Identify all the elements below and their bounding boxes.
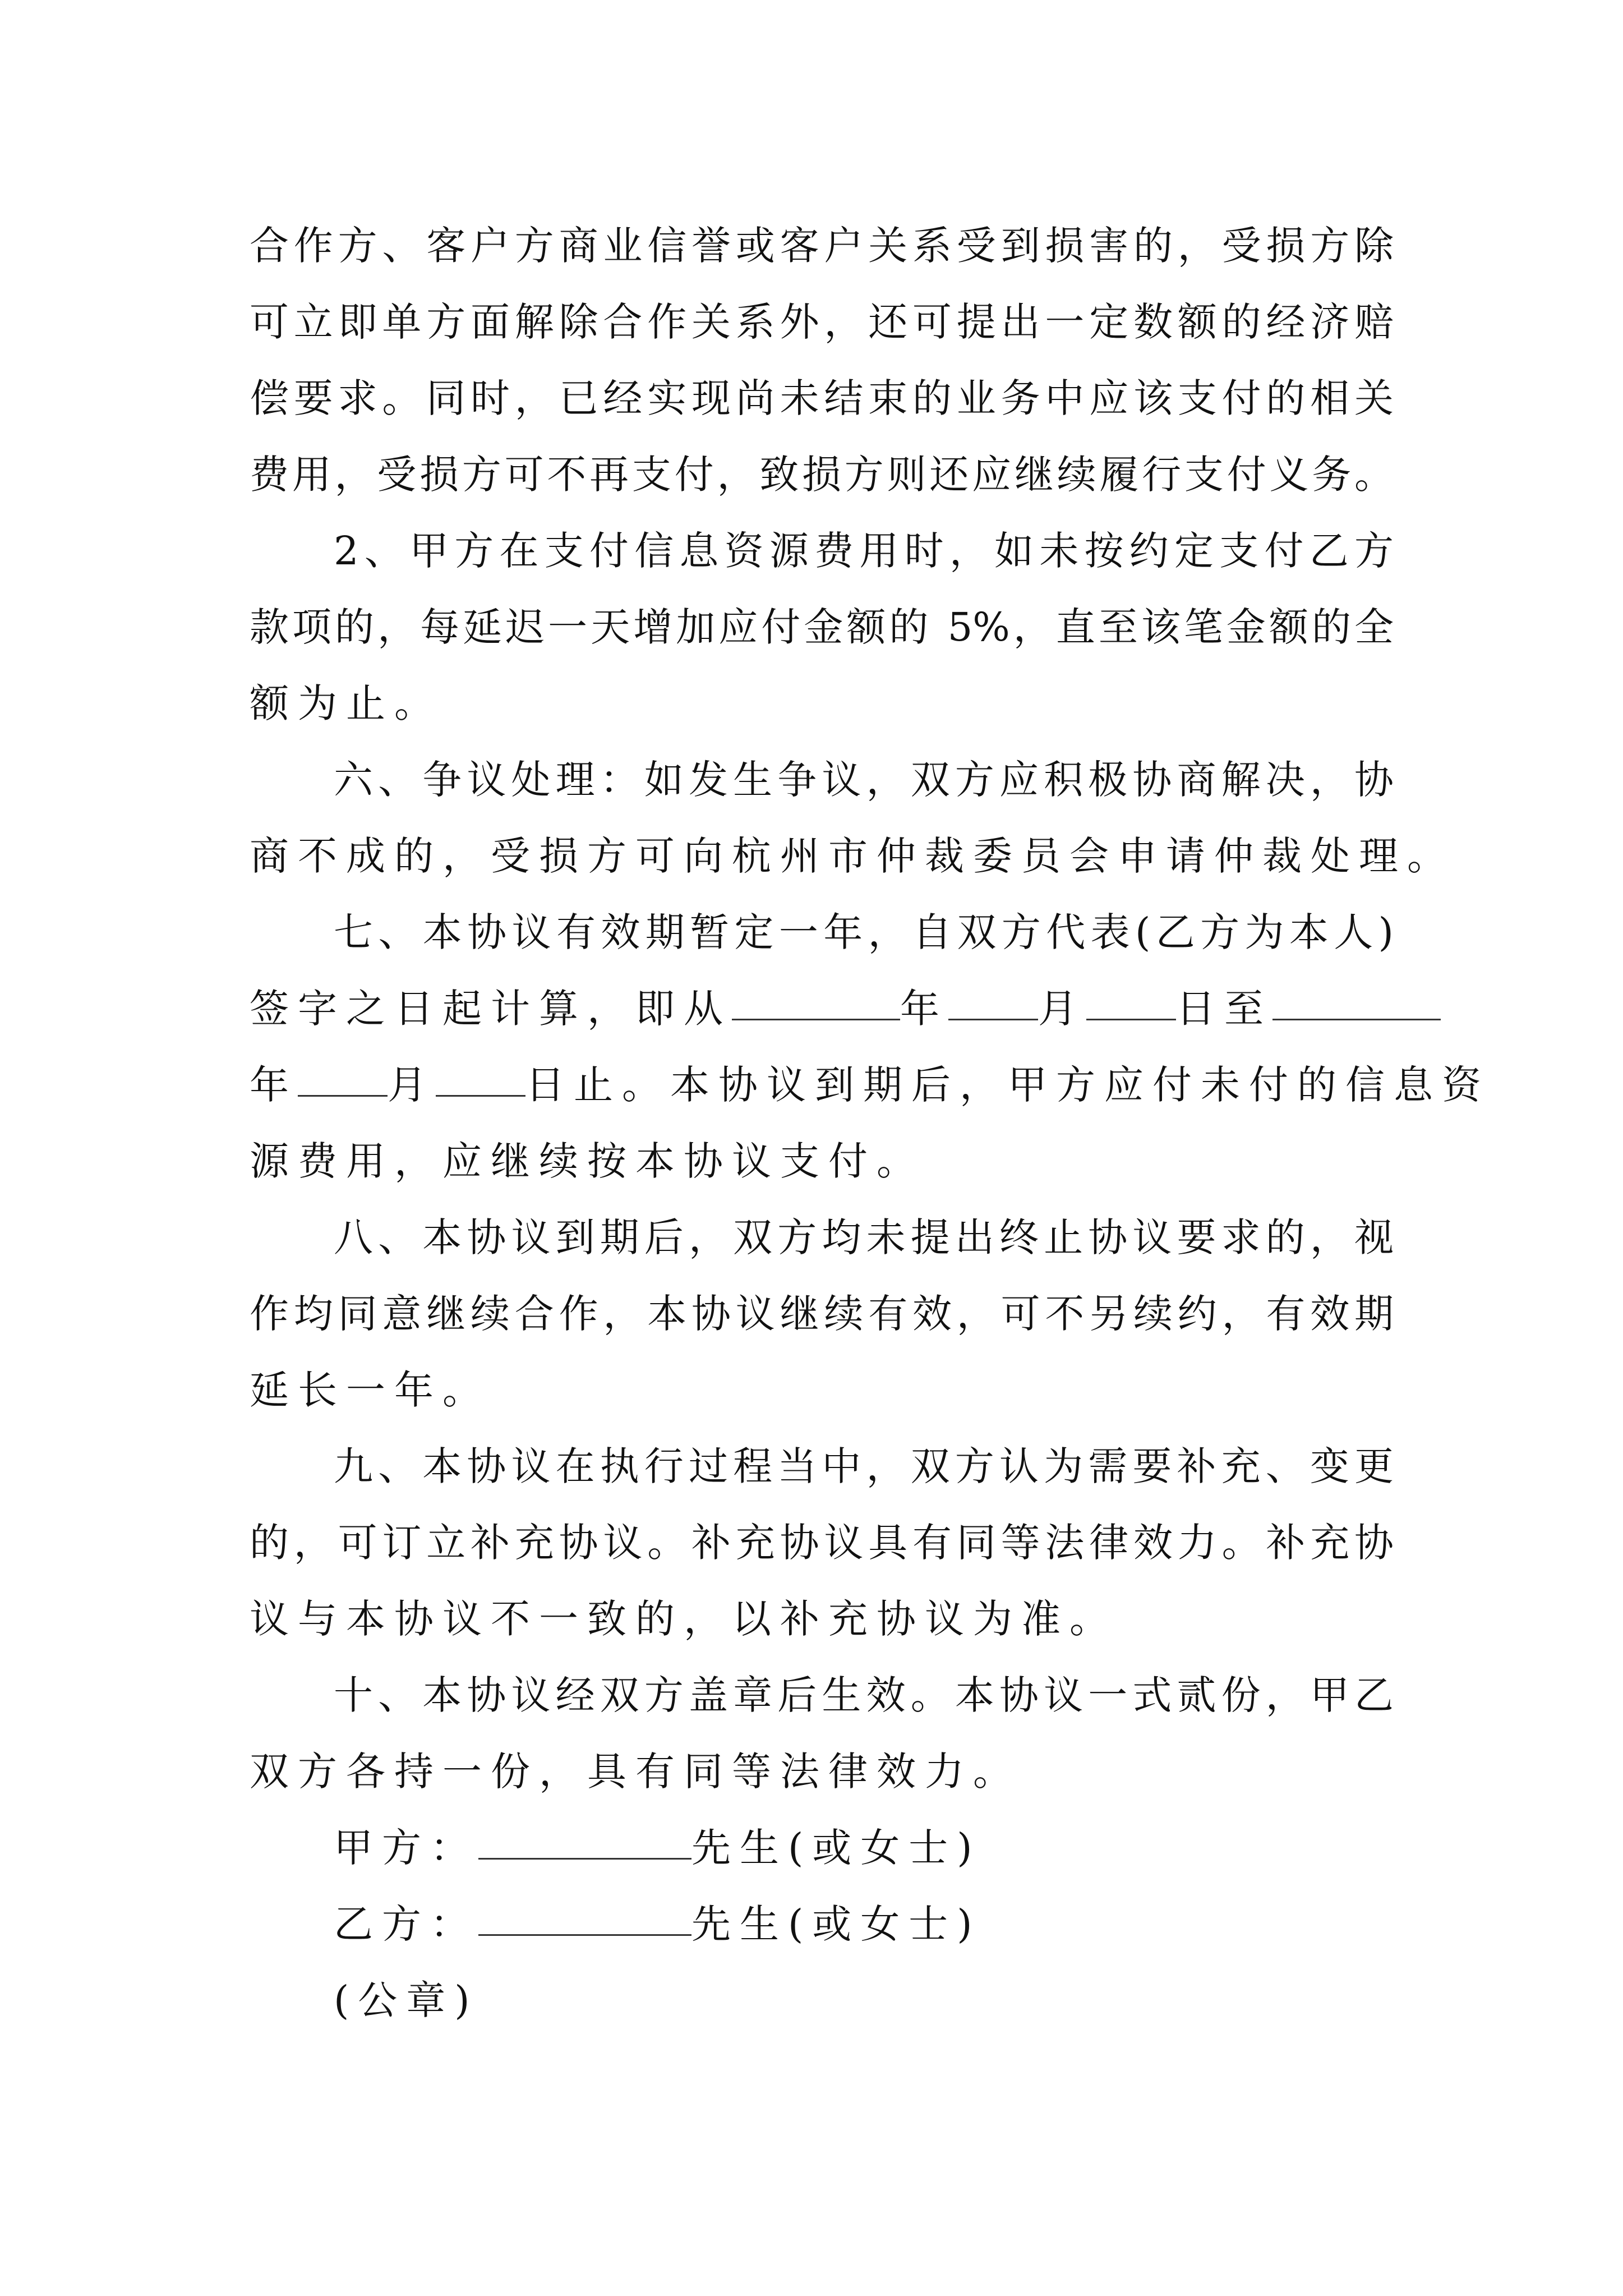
- party-b-name-blank[interactable]: [478, 1886, 691, 1936]
- validity-text: 月: [388, 1062, 436, 1108]
- validity-text: 日止。本协议到期后，甲方应付未付的信息资: [525, 1062, 1490, 1108]
- official-seal-label: (公章): [334, 1977, 479, 2023]
- paragraph-line: 议与本协议不一致的，以补充协议为准。: [250, 1596, 1118, 1642]
- paragraph-line: 2、甲方在支付信息资源费用时，如未按约定支付乙方: [334, 528, 1394, 574]
- party-a-title: 先生(或女士): [691, 1825, 981, 1871]
- paragraph-line: 可立即单方面解除合作关系外，还可提出一定数额的经济赔: [250, 299, 1394, 345]
- party-a-label: 甲方：: [334, 1825, 478, 1871]
- paragraph-line: 费用，受损方可不再支付，致损方则还应继续履行支付义务。: [250, 452, 1394, 498]
- paragraph-line: 十、本协议经双方盖章后生效。本协议一式贰份，甲乙: [334, 1672, 1394, 1718]
- start-day-blank[interactable]: [1086, 970, 1176, 1020]
- validity-text: 年: [900, 986, 948, 1032]
- validity-text: 签字之日起计算，即从: [250, 986, 732, 1032]
- paragraph-line: 偿要求。同时，已经实现尚未结束的业务中应该支付的相关: [250, 375, 1394, 421]
- paragraph-line: 源费用，应继续按本协议支付。: [250, 1138, 925, 1184]
- validity-text: 日至: [1176, 986, 1272, 1032]
- end-month-blank[interactable]: [298, 1047, 388, 1097]
- start-year-blank[interactable]: [732, 970, 900, 1020]
- paragraph-line: 的，可订立补充协议。补充协议具有同等法律效力。补充协: [250, 1520, 1394, 1566]
- end-day-blank[interactable]: [436, 1047, 525, 1097]
- paragraph-line: 款项的，每延迟一天增加应付金额的 5%，直至该笔金额的全: [250, 604, 1394, 650]
- paragraph-line: 六、争议处理：如发生争议，双方应积极协商解决，协: [334, 757, 1394, 803]
- paragraph-line: 九、本协议在执行过程当中，双方认为需要补充、变更: [334, 1443, 1394, 1489]
- end-year-blank[interactable]: [1272, 970, 1441, 1020]
- paragraph-line: 额为止。: [250, 680, 442, 726]
- party-b-title: 先生(或女士): [691, 1901, 981, 1947]
- paragraph-line: 商不成的，受损方可向杭州市仲裁委员会申请仲裁处理。: [250, 833, 1455, 879]
- paragraph-line: 八、本协议到期后，双方均未提出终止协议要求的，视: [334, 1214, 1394, 1260]
- party-a-name-blank[interactable]: [478, 1810, 691, 1860]
- validity-text: 月: [1038, 986, 1086, 1032]
- party-b-label: 乙方：: [334, 1901, 478, 1947]
- party-a-signature-line: [334, 1810, 1394, 1886]
- paragraph-line: 合作方、客户方商业信誉或客户关系受到损害的，受损方除: [250, 223, 1394, 269]
- paragraph-line: 双方各持一份，具有同等法律效力。: [250, 1749, 1021, 1795]
- validity-period-line: [250, 970, 1394, 1047]
- paragraph-line: 作均同意继续合作，本协议继续有效，可不另续约，有效期: [250, 1291, 1394, 1337]
- party-b-signature-line: [334, 1886, 1394, 1962]
- start-month-blank[interactable]: [948, 970, 1038, 1020]
- validity-period-line: [250, 1047, 1490, 1123]
- paragraph-line: 延长一年。: [250, 1367, 491, 1413]
- paragraph-line: 七、本协议有效期暂定一年，自双方代表(乙方为本人): [334, 909, 1394, 955]
- validity-text: 年: [250, 1062, 298, 1108]
